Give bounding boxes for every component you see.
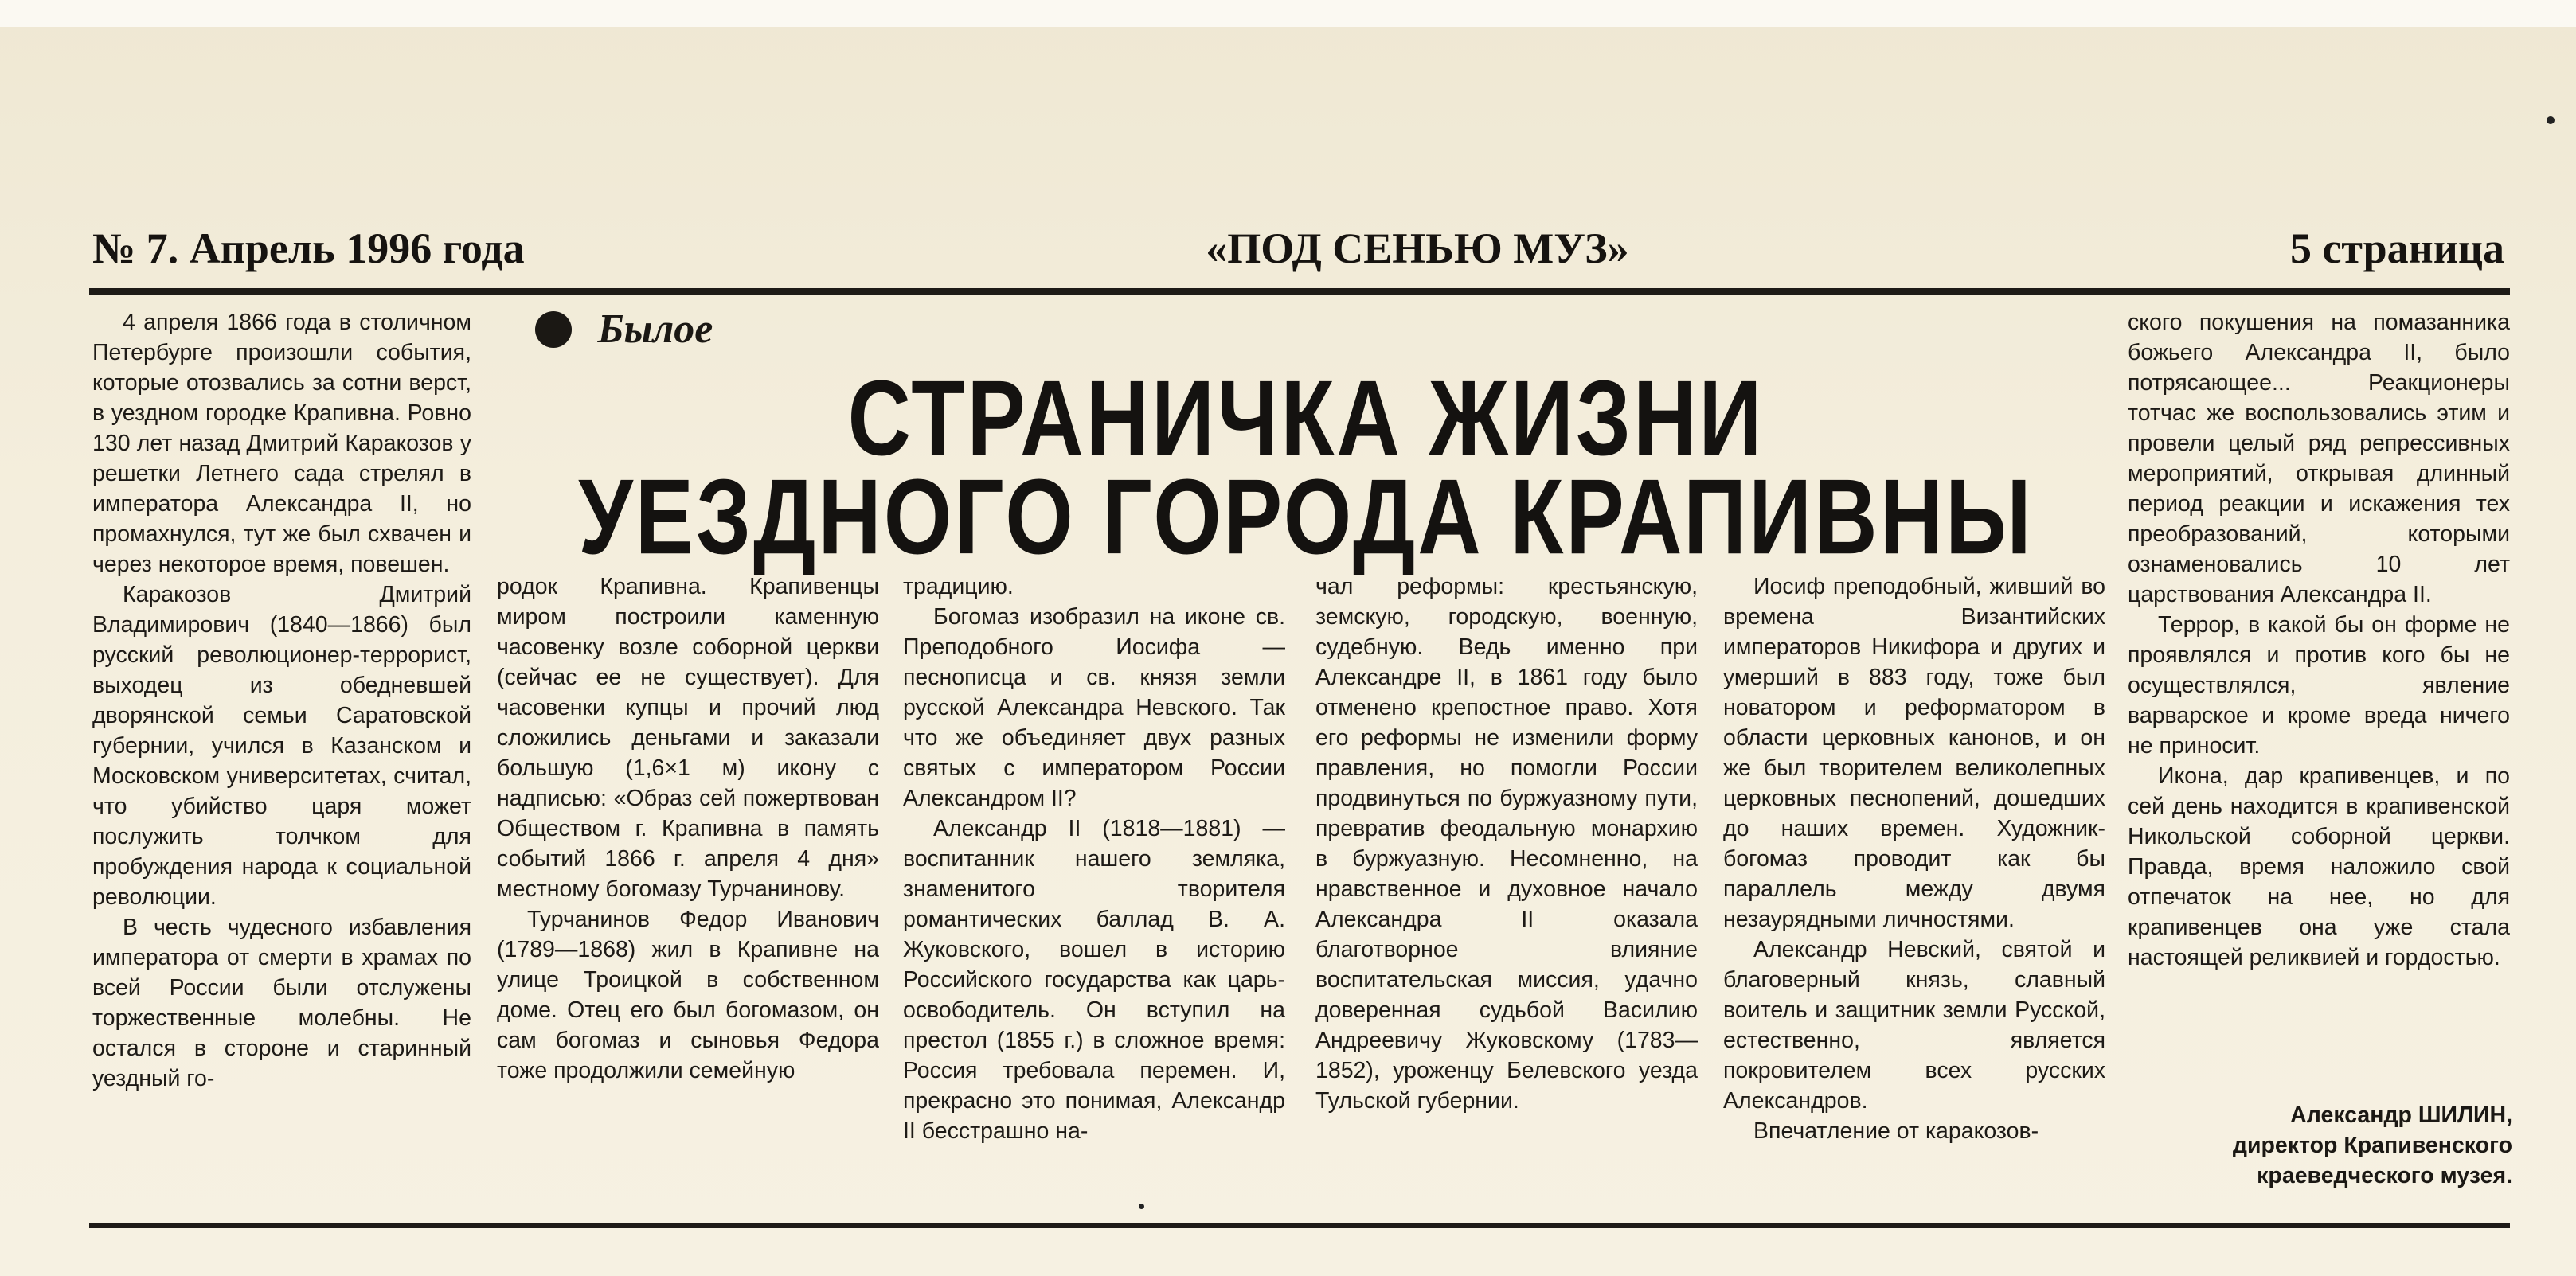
paragraph-continuation: ского покушения на помазанника божьего Александра II, было потрясающее... Реакционеры тотчас же воспользовались этим и провели целый ряд репрессивных мероприятий, открывая длинный период реакции и искажения тех преобразований, которыми ознаменовались 10 лет царствования Александра II. <box>2128 310 2510 607</box>
paragraph-continuation: чал реформы: крестьянскую, земскую, городскую, военную, судебную. Ведь именно при Александре II, в 1861 году было отменено крепостное право. Хотя его реформы не изменили форму правления, но помогли России продвинуться по буржуазному пути, превратив феодальную монархию в буржуазную. Несомненно, на нравственное и духовное начало Александра II оказала благотворное влияние воспитательская миссия, удачно доверенная судьбой Василию Андреевичу Жуковскому (1783—1852), уроженцу Белевского уезда Тульской губернии. <box>1315 574 1698 1114</box>
top-rule <box>89 288 2510 295</box>
article-column-2 <box>497 572 879 1216</box>
article-column-1 <box>92 307 471 1215</box>
headline-line-2: УЕЗДНОГО ГОРОДА КРАПИВНЫ <box>578 457 2034 577</box>
scan-margin <box>0 0 2576 27</box>
scan-speck <box>2547 116 2555 124</box>
article-column-3 <box>903 572 1285 1216</box>
headline-line-1: СТРАНИЧКА ЖИЗНИ <box>847 358 1765 478</box>
article-column-4 <box>1315 572 1698 1216</box>
paragraph: 4 апреля 1866 года в столичном Петербурге произошли события, которые отозвались за сотни верст, в уездном городке Крапивна. Ровно 130 лет назад Дмитрий Каракозов у решетки Летнего сада стрелял в императора Александра II, но промахнулся, тут же был схвачен и через некоторое время, повешен. <box>92 310 471 577</box>
rubric-label: Былое <box>597 306 713 352</box>
article-column-6 <box>2128 307 2510 1215</box>
page-number: 5 страница <box>2289 224 2504 272</box>
paragraph: Турчанинов Федор Иванович (1789—1868) жил в Крапивне на улице Троицкой в собственном доме. Отец его был богомазом, он сам богомаз и сыновья Федора тоже продолжили семейную <box>497 907 879 1083</box>
article-column-5 <box>1723 572 2105 1216</box>
paragraph: Впечатление от каракозов- <box>1753 1118 2039 1144</box>
newspaper-name: «ПОД СЕНЬЮ МУЗ» <box>1206 224 1629 272</box>
bottom-rule <box>89 1223 2510 1228</box>
author-name: Александр ШИЛИН, <box>2290 1102 2512 1128</box>
paragraph-continuation: родок Крапивна. Крапивенцы миром построили каменную часовенку возле соборной церкви (сейчас ее не существует). Для часовенки купцы и прочий люд сложились деньгами и заказали большую (1,6×1 м) икону с надписью: «Образ сей пожертвован Обществом г. Крапивна в память событий 1866 г. апреля 4 дня» местному богомазу Турчанинову. <box>497 574 879 902</box>
rubric <box>535 306 713 357</box>
issue-date: № 7. Апрель 1996 года <box>92 224 525 272</box>
author-title: директор Крапивенского краеведческого музея. <box>2232 1133 2512 1188</box>
paragraph: Богомаз изобразил на иконе св. Преподобного Иосифа — песнописца и св. князя земли русской Александра Невского. Так что же объединяет двух разных святых с императором России Александром II? <box>903 604 1285 811</box>
author-signature <box>2098 1100 2512 1191</box>
paragraph: Иосиф преподобный, живший во времена Византийских императоров Никифора и других и умерший в 883 году, тоже был новатором и реформатором в области церковных канонов, и он же был творителем великолепных церковных песнопений, дошедших до наших времен. Художник-богомаз проводит как бы параллель между двумя незаурядными личностями. <box>1723 574 2105 932</box>
paragraph: В честь чудесного избавления императора от смерти в храмах по всей России были отслужены торжественные молебны. Не остался в стороне и старинный уездный го- <box>92 915 471 1091</box>
paragraph: Каракозов Дмитрий Владимирович (1840—1866) был русский революционер-террорист, выходец из обедневшей дворянской семьи Саратовской губернии, учился в Казанском и Московском университетах, считал, что убийство царя может послужить толчком для пробуждения народа к социальной революции. <box>92 582 471 910</box>
paragraph: Александр II (1818—1881) — воспитанник нашего земляка, знаменитого творителя романтических баллад В. А. Жуковского, вошел в историю Российского государства как царь-освободитель. Он вступил на престол (1855 г.) в сложное время: Россия требовала перемен. И, прекрасно это понимая, Александр II бесстрашно на- <box>903 816 1285 1144</box>
bullet-icon <box>535 311 572 348</box>
paragraph: Александр Невский, святой и благоверный князь, славный воитель и защитник земли Русской, естественно, является покровителем всех русских Александров. <box>1723 937 2105 1114</box>
paragraph-continuation: традицию. <box>903 574 1014 599</box>
paragraph: Икона, дар крапивенцев, и по сей день находится в крапивенской Никольской соборной церкви. Правда, время наложило свой отпечаток на нее, но для крапивенцев она уже стала настоящей реликвией и гордостью. <box>2128 763 2510 970</box>
paragraph: Террор, в какой бы он форме не проявлялся и против кого бы не осуществлялся, явление варварское и кроме вреда ничего не приносит. <box>2128 612 2510 759</box>
